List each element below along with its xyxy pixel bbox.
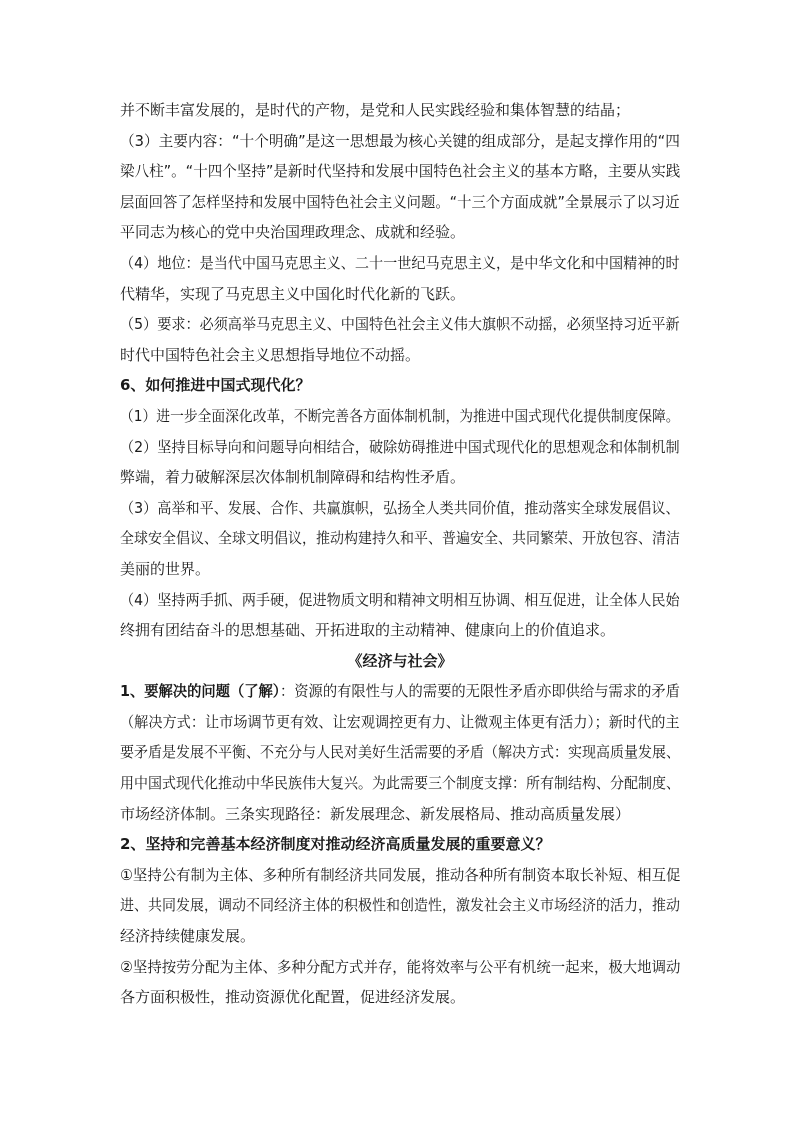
text-line: 平同志为核心的党中央治国理政理念、成就和经验。 bbox=[120, 223, 466, 242]
text-line: 代精华，实现了马克思主义中国化时代化新的飞跃。 bbox=[120, 284, 466, 303]
text-line: 市场经济体制。三条实现路径：新发展理念、新发展格局、推动高质量发展） bbox=[120, 804, 631, 823]
text-line: 梁八柱”。“十四个坚持”是新时代坚持和发展中国特色社会主义的基本方略，主要从实践 bbox=[120, 162, 681, 181]
text-line: （1）进一步全面深化改革，不断完善各方面体制机制，为推进中国式现代化提供制度保障。 bbox=[120, 406, 680, 425]
text-line: 并不断丰富发展的，是时代的产物，是党和人民实践经验和集体智慧的结晶； bbox=[120, 101, 631, 119]
text-line: 终拥有团结奋斗的思想基础、开拓进取的主动精神、健康向上的价值追求。 bbox=[120, 621, 616, 640]
text-line: 时代中国特色社会主义思想指导地位不动摇。 bbox=[120, 345, 421, 364]
text-line: （3）高举和平、发展、合作、共赢旗帜，弘扬全人类共同价值，推动落实全球发展倡议、 bbox=[120, 498, 680, 517]
text-line: （4）坚持两手抓、两手硬，促进物质文明和精神文明相互协调、相互促进，让全体人民始 bbox=[120, 590, 680, 609]
text-line: （2）坚持目标导向和问题导向相结合，破除妨碍推进中国式现代化的思想观念和体制机制 bbox=[120, 437, 680, 456]
text-line: ②坚持按劳分配为主体、多种分配方式并存，能将效率与公平有机统一起来，极大地调动 bbox=[120, 957, 681, 976]
text-line: ①坚持公有制为主体、多种所有制经济共同发展，推动各种所有制资本取长补短、相互促 bbox=[120, 865, 681, 884]
text-line: 层面回答了怎样坚持和发展中国特色社会主义问题。“十三个方面成就”全景展示了以习近 bbox=[120, 192, 680, 211]
text-line: （4）地位：是当代中国马克思主义、二十一世纪马克思主义，是中华文化和中国精神的时 bbox=[120, 253, 680, 272]
text-line: 各方面积极性，推动资源优化配置，促进经济发展。 bbox=[120, 988, 466, 1007]
text-line: 要矛盾是发展不平衡、不充分与人民对美好生活需要的矛盾（解决方式：实现高质量发展、 bbox=[120, 743, 680, 762]
question-label: 1、要解决的问题（了解） bbox=[120, 682, 280, 701]
section-heading: 2、坚持和完善基本经济制度对推动经济高质量发展的重要意义？ bbox=[120, 835, 551, 854]
text-line: （5）要求：必须高举马克思主义、中国特色社会主义伟大旗帜不动摇，必须坚持习近平新 bbox=[120, 315, 680, 334]
text-line: （解决方式：让市场调节更有效、让宏观调控更有力、让微观主体更有活力）；新时代的主 bbox=[120, 712, 680, 731]
text-line: 经济持续健康发展。 bbox=[120, 927, 256, 946]
question-answer: ：资源的有限性与人的需要的无限性矛盾亦即供给与需求的矛盾 bbox=[279, 682, 680, 701]
text-line: 用中国式现代化推动中华民族伟大复兴。为此需要三个制度支撑：所有制结构、分配制度、 bbox=[120, 774, 680, 793]
document-body bbox=[120, 95, 680, 1013]
chapter-title: 《经济与社会》 bbox=[347, 651, 453, 670]
text-line-mixed bbox=[120, 676, 680, 707]
text-line: 进、共同发展，调动不同经济主体的积极性和创造性，激发社会主义市场经济的活力，推动 bbox=[120, 896, 680, 915]
text-line: 全球安全倡议、全球文明倡议，推动构建持久和平、普遍安全、共同繁荣、开放包容、清洁 bbox=[120, 529, 680, 548]
text-line: 弊端，着力破解深层次体制机制障碍和结构性矛盾。 bbox=[120, 468, 466, 487]
text-line: 美丽的世界。 bbox=[120, 559, 211, 578]
section-heading: 6、如何推进中国式现代化？ bbox=[120, 376, 311, 395]
text-line: （3）主要内容：“十个明确”是这一思想最为核心关键的组成部分，是起支撑作用的“四 bbox=[120, 131, 680, 150]
